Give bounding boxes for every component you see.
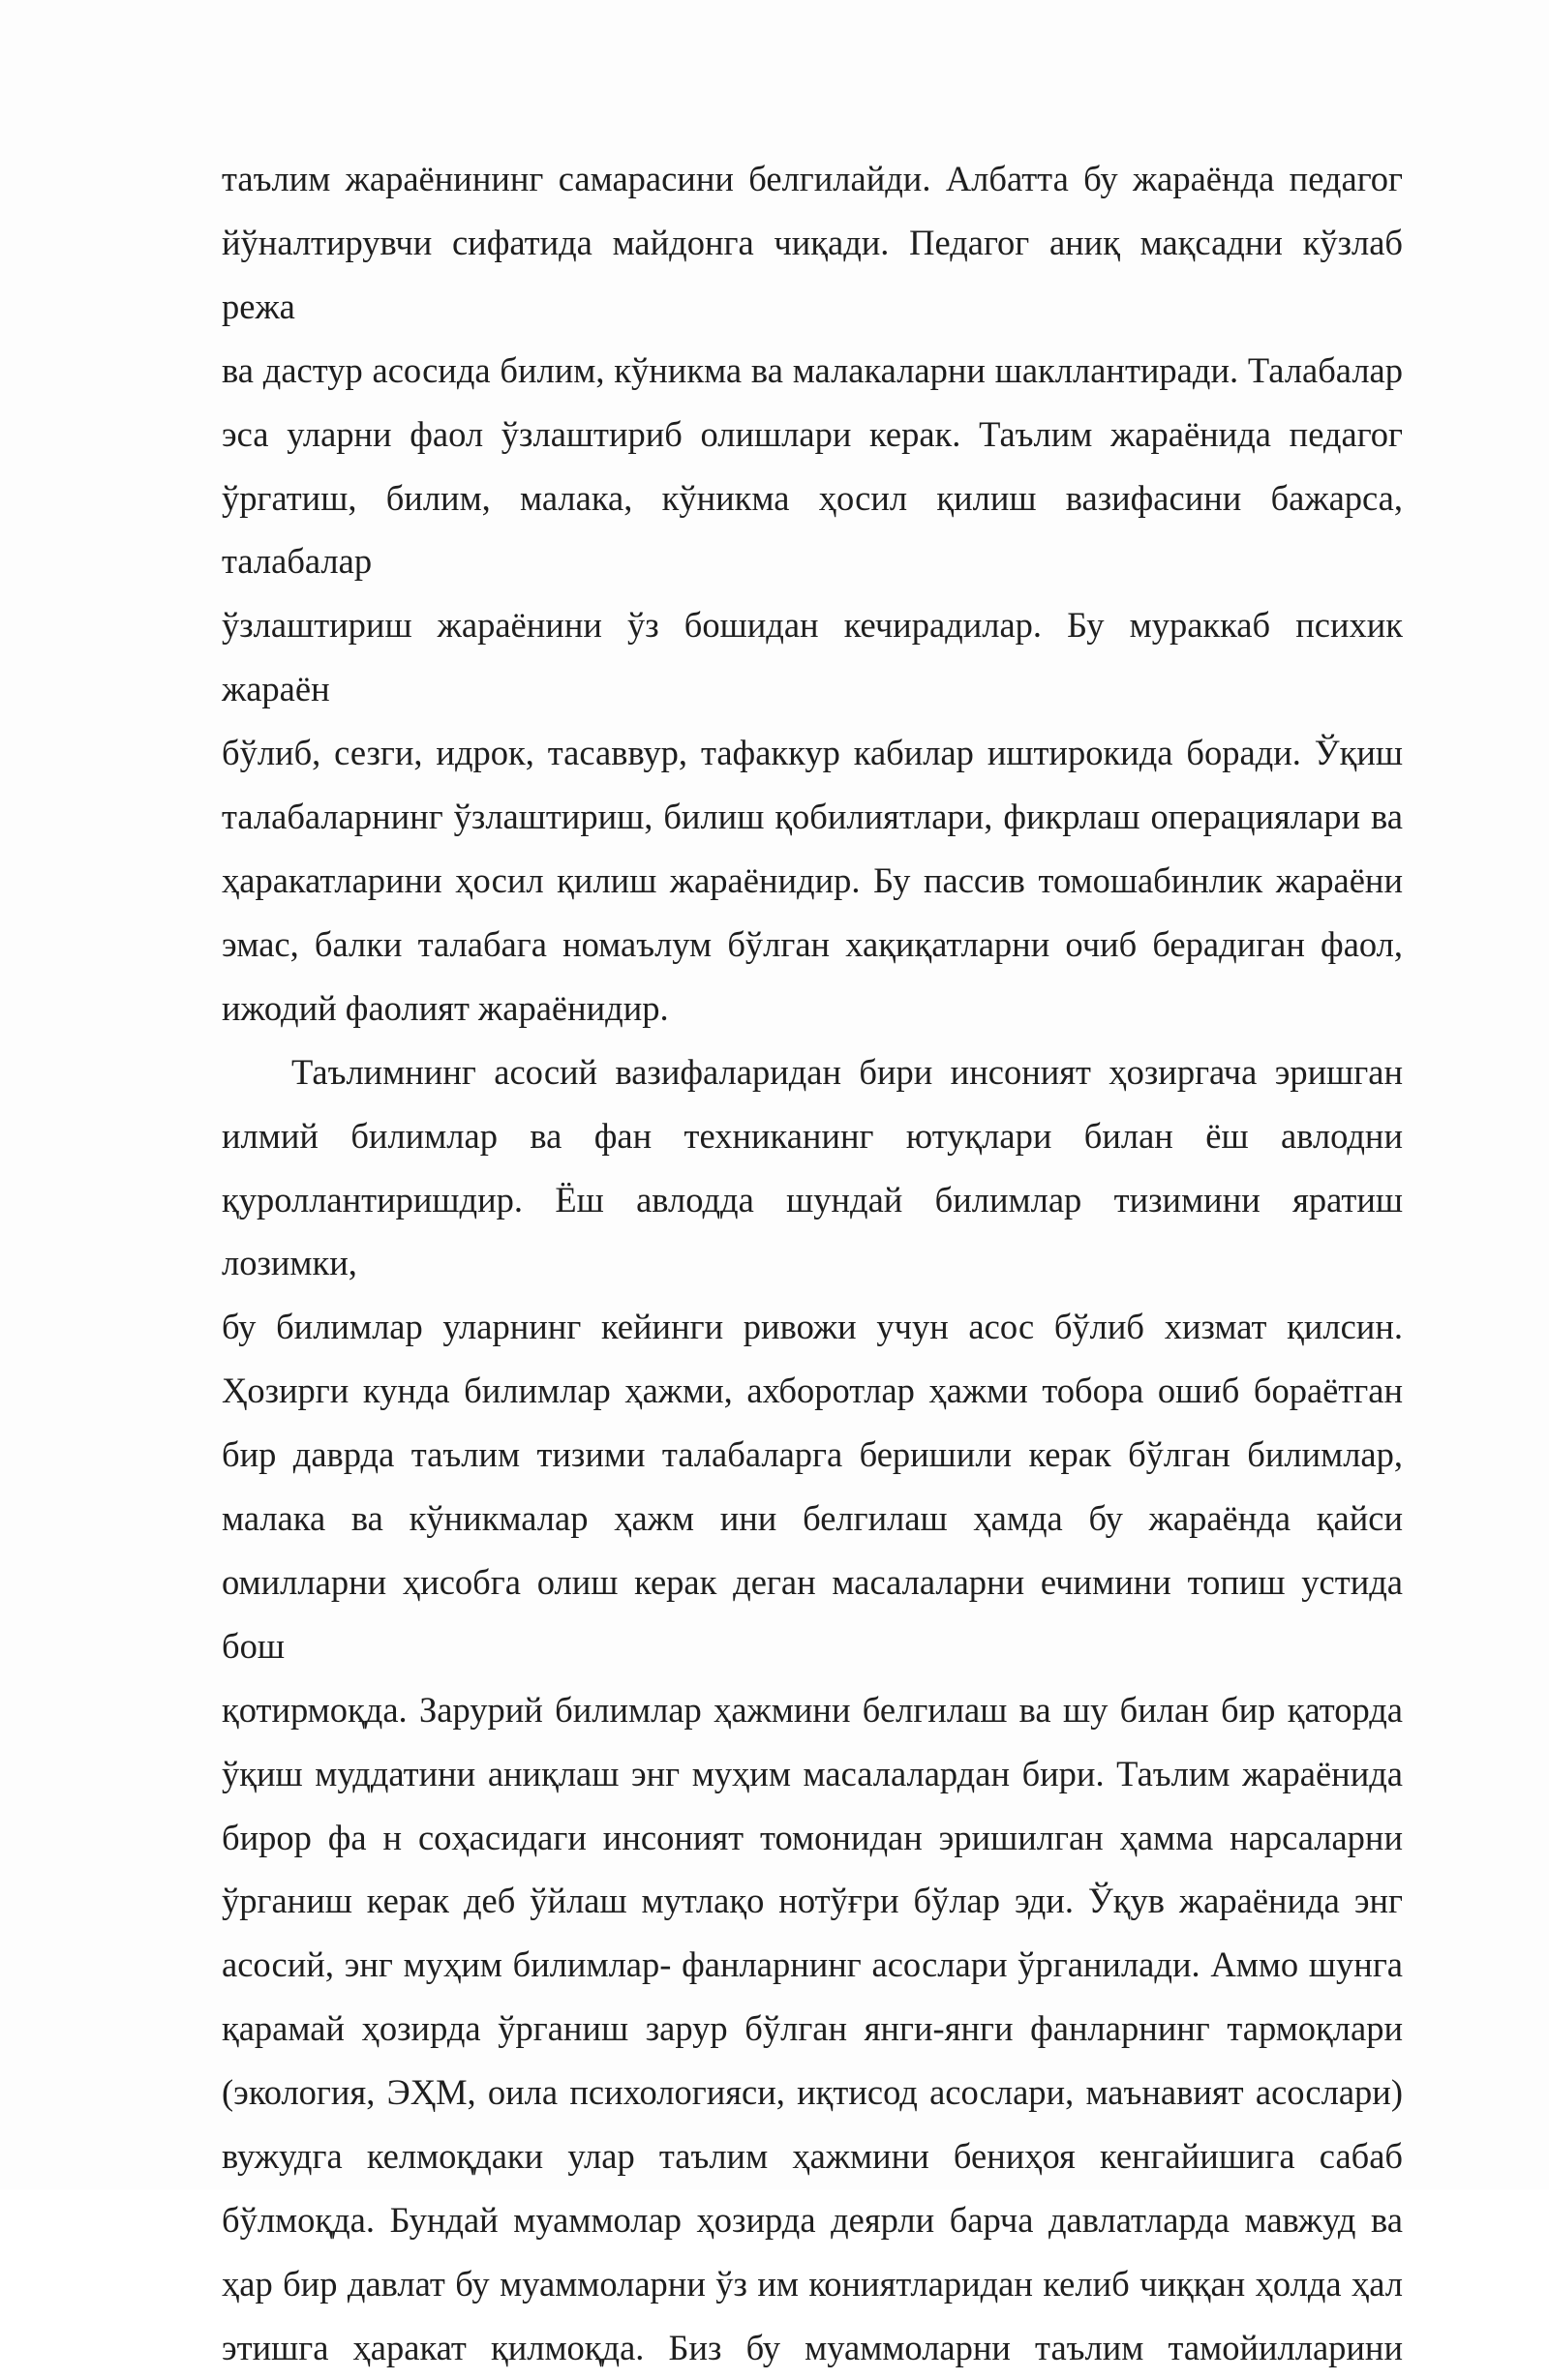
- text-line: бу билимлар уларнинг кейинги ривожи учун асос бўлиб хизмат қилсин.: [222, 1307, 1403, 1347]
- text-line: ва дастур асосида билим, кўникма ва малакаларни шакллантиради. Талабалар: [222, 349, 1403, 390]
- text-line: талабаларнинг ўзлаштириш, билиш қобилиятлари, фикрлаш операциялари ва: [222, 797, 1403, 837]
- text-line: эса уларни фаол ўзлаштириб олишлари керак. Таълим жараёнида педагог: [222, 413, 1403, 454]
- text-line: (экология, ЭҲМ, оила психологияси, иқтисод асослари, маънавият асослари): [222, 2072, 1403, 2113]
- text-line: ўргатиш, билим, малака, кўникма ҳосил қилиш вазифасини бажарса, талабалар: [222, 477, 1403, 582]
- text-line: Таълимнинг асосий вазифаларидан бири инсоният ҳозиргача эришган: [291, 1051, 1403, 1092]
- text-line: бир даврда таълим тизими талабаларга беришили керак бўлган билимлар,: [222, 1434, 1403, 1475]
- text-line: бўлиб, сезги, идрок, тасаввур, тафаккур кабилар иштирокида боради. Ўқиш: [222, 733, 1403, 773]
- text-line: ҳаракатларини ҳосил қилиш жараёнидир. Бу пассив томошабинлик жараёни: [222, 859, 1403, 900]
- text-line: этишга ҳаракат қилмоқда. Биз бу муаммоларни таълим тамойилларини: [222, 2327, 1403, 2367]
- text-line: ўрганиш керак деб ўйлаш мутлақо нотўғри бўлар эди. Ўқув жараёнида энг: [222, 1881, 1403, 1921]
- text-line: эмас, балки талабага номаълум бўлган хақиқатларни очиб берадиган фаол,: [222, 923, 1403, 964]
- text-line: қуроллантиришдир. Ёш авлодда шундай билимлар тизимини яратиш лозимки,: [222, 1179, 1403, 1283]
- text-line: ижодий фаолият жараёнидир.: [222, 987, 669, 1028]
- text-line: илмий билимлар ва фан техниканинг ютуқлари билан ёш авлодни: [222, 1115, 1403, 1156]
- body-text: [222, 147, 1403, 2380]
- text-line: бирор фа н соҳасидаги инсоният томонидан эришилган ҳамма нарсаларни: [222, 1817, 1403, 1857]
- text-line: қотирмоқда. Зарурий билимлар ҳажмини белгилаш ва шу билан бир қаторда: [222, 1689, 1403, 1730]
- text-line: ўқиш муддатини аниқлаш энг муҳим масалалардан бири. Таълим жараёнида: [222, 1753, 1403, 1793]
- text-line: таълим жараёнининг самарасини белгилайди. Албатта бу жараёнда педагог: [222, 159, 1403, 198]
- text-line: ҳар бир давлат бу муаммоларни ўз им кониятларидан келиб чиққан ҳолда ҳал: [222, 2263, 1403, 2304]
- text-line: қарамай ҳозирда ўрганиш зарур бўлган янги-янги фанларнинг тармоқлари: [222, 2008, 1403, 2049]
- text-line: асосий, энг муҳим билимлар- фанларнинг асослари ўрганилади. Аммо шунга: [222, 1944, 1403, 1985]
- text-line: малака ва кўникмалар ҳажм ини белгилаш ҳамда бу жараёнда қайси: [222, 1498, 1403, 1539]
- text-line: ўзлаштириш жараёнини ўз бошидан кечирадилар. Бу мураккаб психик жараён: [222, 605, 1403, 709]
- text-line: Ҳозирги кунда билимлар ҳажми, ахборотлар ҳажми тобора ошиб бораётган: [222, 1371, 1403, 1411]
- text-line: йўналтирувчи сифатида майдонга чиқади. Педагог аниқ мақсадни кўзлаб режа: [222, 222, 1403, 326]
- text-line: бўлмоқда. Бундай муаммолар ҳозирда деярли барча давлатларда мавжуд ва: [222, 2200, 1403, 2240]
- text-line: омилларни ҳисобга олиш керак деган масалаларни ечимини топиш устида бош: [222, 1561, 1403, 1666]
- text-line: вужудга келмоқдаки улар таълим ҳажмини бениҳоя кенгайишига сабаб: [222, 2136, 1403, 2177]
